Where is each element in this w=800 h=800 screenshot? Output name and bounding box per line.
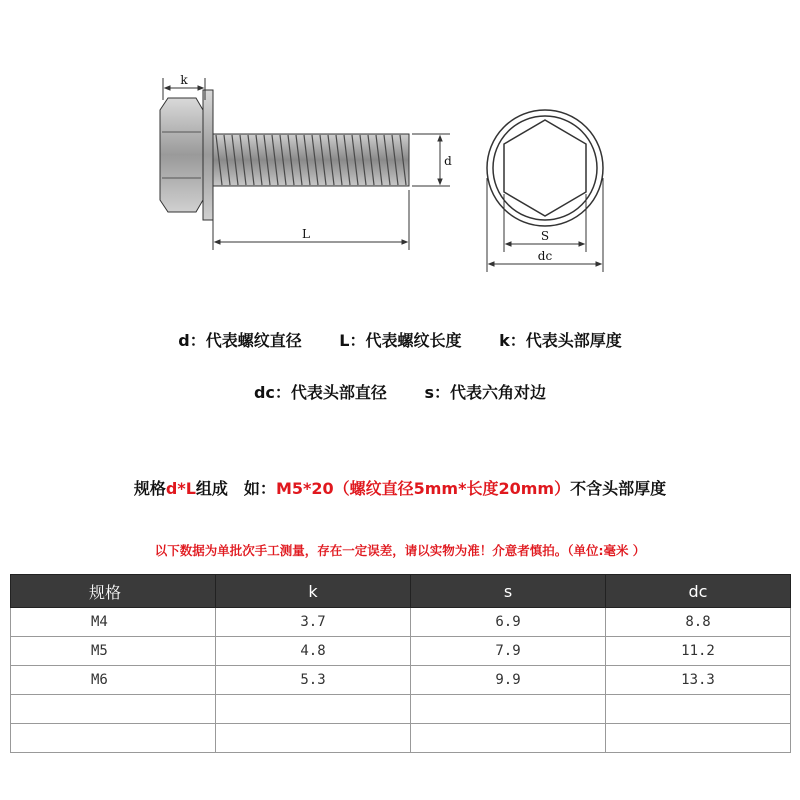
table-cell: 7.9: [411, 637, 606, 666]
table-cell: [606, 695, 791, 724]
label-k: k: [180, 73, 188, 87]
table-cell: 4.8: [216, 637, 411, 666]
table-cell: 13.3: [606, 666, 791, 695]
table-row: [11, 608, 791, 637]
table-cell: [11, 724, 216, 753]
table-cell: 11.2: [606, 637, 791, 666]
legend-line-2: [0, 380, 800, 403]
table-cell: [216, 695, 411, 724]
header-s: s: [411, 575, 606, 608]
table-row: [11, 724, 791, 753]
table-row: [11, 637, 791, 666]
table-row: [11, 695, 791, 724]
measurement-notice: 以下数据为单批次手工测量，存在一定误差，请以实物为准！介意者慎拍。（单位:毫米 ）: [154, 543, 646, 558]
legend-item-dc: dc：代表头部直径: [253, 383, 387, 402]
spec-prefix: 规格: [133, 479, 166, 498]
hex-outline: [504, 120, 586, 216]
table-cell: M6: [11, 666, 216, 695]
spec-formula: d*L: [165, 479, 196, 498]
spec-format-line: [0, 476, 800, 499]
bolt-technical-drawing: [0, 0, 800, 310]
table-cell: [606, 724, 791, 753]
table-cell: 6.9: [411, 608, 606, 637]
label-s: S: [540, 229, 550, 243]
table-header-row: [11, 575, 791, 608]
legend-line-1: [0, 328, 800, 351]
spec-middle: 组成 如：: [195, 479, 276, 498]
spec-suffix: 不含头部厚度: [570, 479, 667, 498]
legend-item-d: d：代表螺纹直径: [178, 331, 302, 350]
bolt-hex-head: [160, 98, 203, 212]
legend-item-k: k：代表头部厚度: [499, 331, 622, 350]
legend-item-L: L：代表螺纹长度: [339, 331, 462, 350]
table-cell: [411, 695, 606, 724]
head-circle: [493, 116, 597, 220]
header-k: k: [216, 575, 411, 608]
L-dimension: [213, 190, 409, 250]
table-cell: [216, 724, 411, 753]
label-L: L: [302, 227, 310, 241]
table-cell: 8.8: [606, 608, 791, 637]
spec-example: M5*20（螺纹直径5mm*长度20mm）: [275, 479, 571, 498]
table-cell: 9.9: [411, 666, 606, 695]
bolt-flange: [203, 90, 213, 220]
table-cell: [411, 724, 606, 753]
bolt-side-view: [160, 90, 409, 220]
header-size: 规格: [11, 575, 216, 608]
table-cell: M5: [11, 637, 216, 666]
table-cell: [11, 695, 216, 724]
label-d: d: [444, 154, 452, 168]
legend-item-s: s：代表六角对边: [424, 383, 547, 402]
s-dimension: [504, 194, 586, 252]
header-dc: dc: [606, 575, 791, 608]
table-row: [11, 666, 791, 695]
table-cell: M4: [11, 608, 216, 637]
label-dc: dc: [537, 249, 553, 263]
table-cell: 5.3: [216, 666, 411, 695]
table-cell: 3.7: [216, 608, 411, 637]
size-table: [10, 574, 791, 753]
